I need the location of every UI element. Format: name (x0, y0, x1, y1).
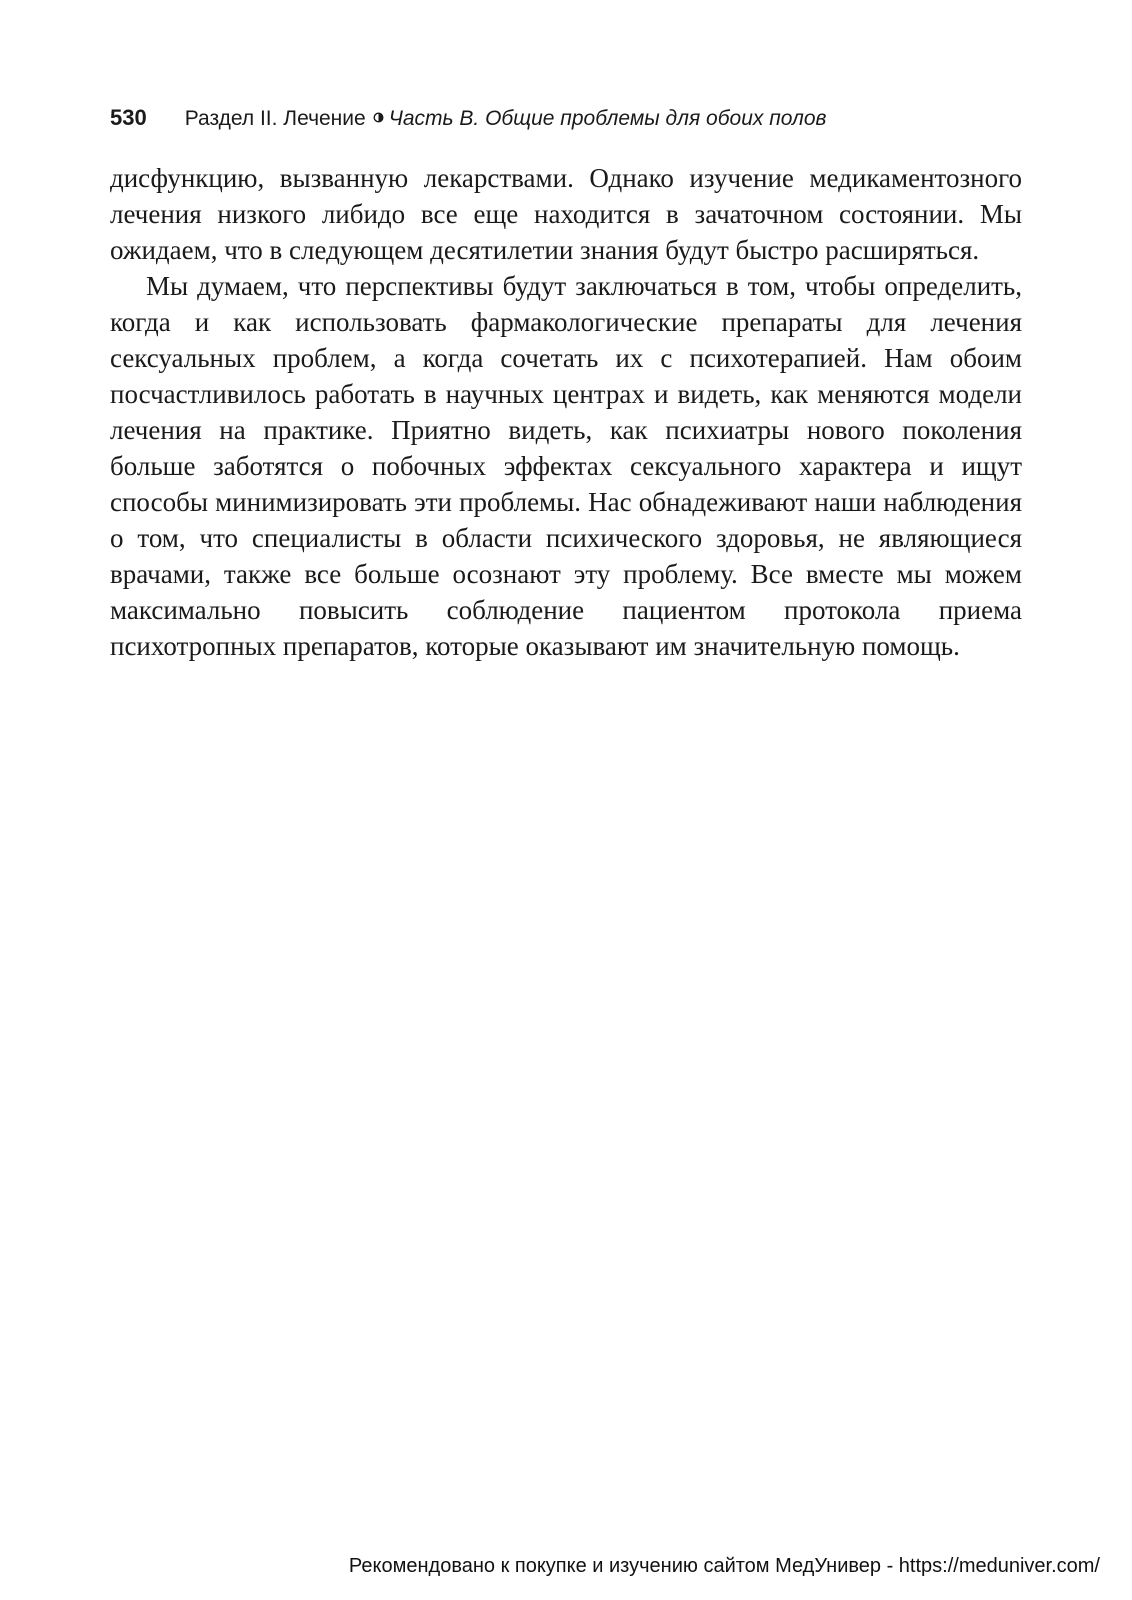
footer-watermark-note: Рекомендовано к покупке и изучению сайтом МедУнивер - https://meduniver.com/ (348, 1555, 1100, 1577)
part-title: Часть В. Общие проблемы для обоих полов (388, 107, 827, 130)
running-header (110, 100, 1020, 136)
paragraph-conclusion: Мы думаем, что перспективы будут заключаться в том, чтобы определить, когда и как использовать фармакологические препараты для лечения сексуальных проблем, а когда сочетать их с психотерапией. Нам обоим посчастливилось работать в научных центрах и видеть, как меняются модели лечения на практике. Приятно видеть, как психиатры нового поколения больше заботятся о побочных эффектах сексуального характера и ищут способы минимизировать эти проблемы. Нас обнадеживают наши наблюдения о том, что специалисты в области психического здоровья, не являющиеся врачами, также все больше осознают эту проблему. Все вместе мы можем максимально повысить соблюдение пациентом протокола приема психотропных препаратов, которые оказывают им значительную помощь. (110, 271, 1022, 661)
page-number: 530 (110, 105, 147, 130)
half-circle-bullet-icon (373, 101, 384, 137)
section-title: Раздел II. Лечение (184, 107, 366, 130)
body-text (110, 160, 1022, 664)
paragraph-continuation: дисфункцию, вызванную лекарствами. Однако изучение медикаментозного лечения низкого либидо все еще находится в зачаточном состоянии. Мы ожидаем, что в следующем десятилетии знания будут быстро расширяться. (110, 163, 1022, 265)
